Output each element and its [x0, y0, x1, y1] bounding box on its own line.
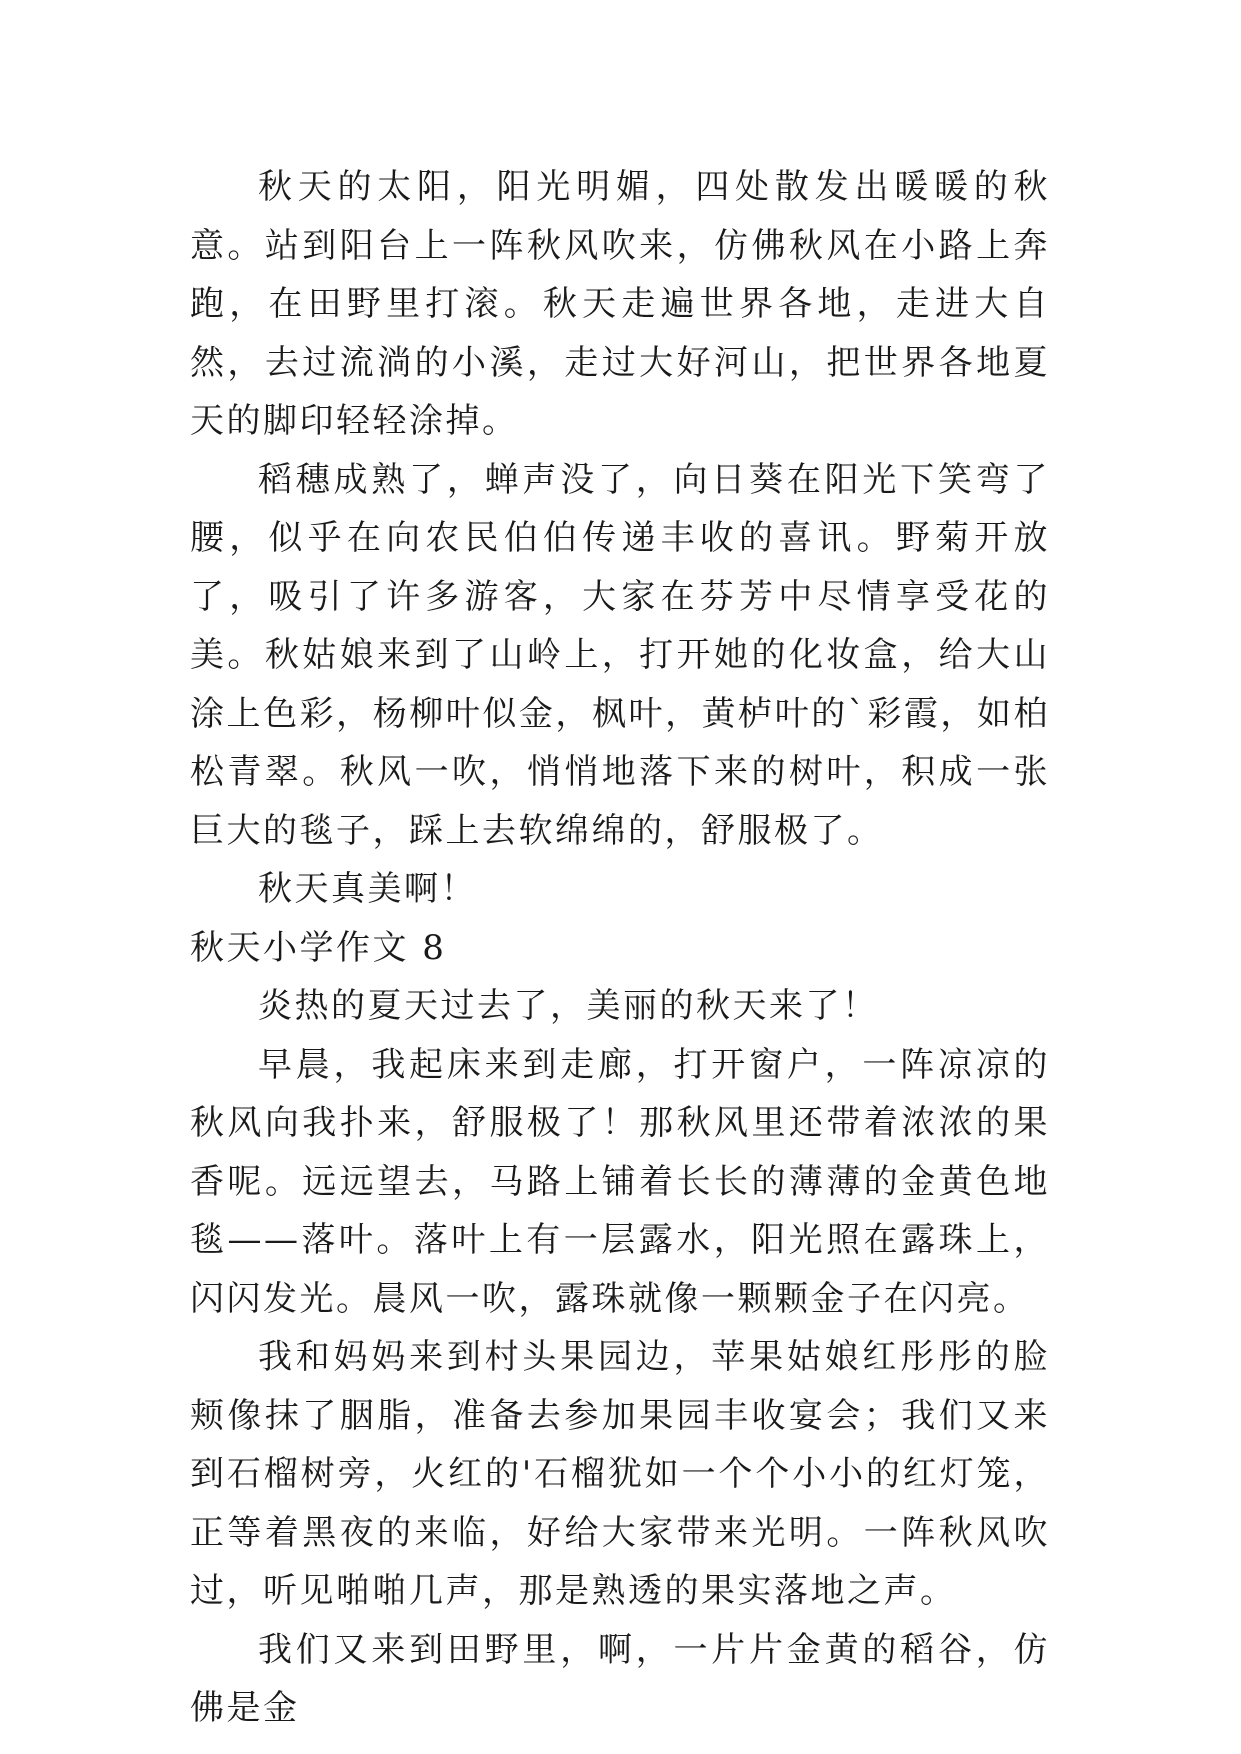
- paragraph: 炎热的夏天过去了，美丽的秋天来了！: [258, 986, 879, 1026]
- section-heading: 秋天小学作文 8: [190, 927, 447, 968]
- paragraph: 稻穗成熟了，蝉声没了，向日葵在阳光下笑弯了腰，似乎在向农民伯伯传递丰收的喜讯。野菊开放了，吸引了许多游客，大家在芬芳中尽情享受花的美。秋姑娘来到了山岭上，打开她的化妆盒，给大山涂上色彩，杨柳叶似金，枫叶，黄栌叶的`彩霞，如柏松青翠。秋风一吹，悄悄地落下来的树叶，积成一张巨大的毯子，踩上去软绵绵的，舒服极了。: [190, 459, 1050, 851]
- paragraph: 我和妈妈来到村头果园边，苹果姑娘红彤彤的脸颊像抹了胭脂，准备去参加果园丰收宴会；我们又来到石榴树旁，火红的'石榴犹如一个个小小的红灯笼，正等着黑夜的来临，好给大家带来光明。一阵秋风吹过，听见啪啪几声，那是熟透的果实落地之声。: [190, 1337, 1050, 1611]
- document-body: [190, 158, 1050, 1738]
- paragraph: 我们又来到田野里，啊，一片片金黄的稻谷，仿佛是金: [190, 1629, 1050, 1728]
- paragraph: 秋天的太阳，阳光明媚，四处散发出暖暖的秋意。站到阳台上一阵秋风吹来，仿佛秋风在小路上奔跑，在田野里打滚。秋天走遍世界各地，走进大自然，去过流淌的小溪，走过大好河山，把世界各地夏天的脚印轻轻涂掉。: [190, 167, 1050, 441]
- paragraph: 秋天真美啊！: [258, 869, 477, 909]
- paragraph: 早晨，我起床来到走廊，打开窗户，一阵凉凉的秋风向我扑来，舒服极了！那秋风里还带着浓浓的果香呢。远远望去，马路上铺着长长的薄薄的金黄色地毯——落叶。落叶上有一层露水，阳光照在露珠上，闪闪发光。晨风一吹，露珠就像一颗颗金子在闪亮。: [190, 1044, 1050, 1319]
